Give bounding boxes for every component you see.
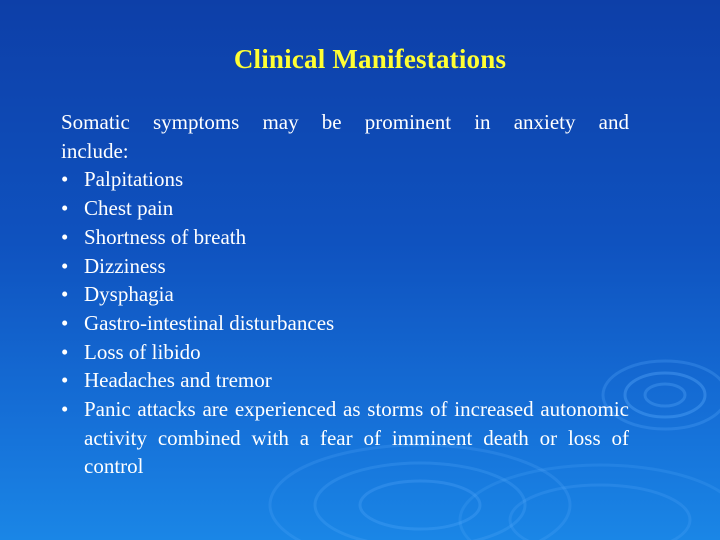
bullet-icon: • bbox=[61, 167, 69, 192]
list-item-text: Loss of libido bbox=[84, 339, 201, 364]
bullet-icon: • bbox=[61, 224, 69, 249]
list-item bbox=[61, 309, 629, 338]
bullet-icon: • bbox=[61, 397, 69, 422]
bullet-icon: • bbox=[61, 368, 69, 393]
list-item bbox=[61, 194, 629, 223]
list-item bbox=[61, 280, 629, 309]
intro-line-2: include: bbox=[61, 138, 129, 163]
symptom-list bbox=[61, 165, 629, 481]
list-item-text: Panic attacks are experienced as storms of increased autonomic activity combined with a fear of imminent death or loss of control bbox=[84, 397, 629, 479]
intro-line-1: Somatic symptoms may be prominent in anxiety and bbox=[61, 110, 629, 134]
list-item-text: Palpitations bbox=[84, 167, 184, 192]
intro-paragraph bbox=[61, 108, 629, 165]
list-item-text: Gastro-intestinal disturbances bbox=[84, 310, 335, 335]
list-item bbox=[61, 395, 629, 481]
list-item bbox=[61, 252, 629, 281]
list-item-text: Headaches and tremor bbox=[84, 368, 272, 393]
bullet-icon: • bbox=[61, 310, 69, 335]
bullet-icon: • bbox=[61, 339, 69, 364]
bullet-icon: • bbox=[61, 282, 69, 307]
slide-title: Clinical Manifestations bbox=[233, 44, 507, 74]
list-item-text: Dizziness bbox=[84, 253, 166, 278]
bullet-icon: • bbox=[61, 196, 69, 221]
list-item bbox=[61, 165, 629, 194]
list-item-text: Dysphagia bbox=[84, 282, 174, 307]
list-item bbox=[61, 338, 629, 367]
list-item-text: Shortness of breath bbox=[84, 224, 247, 249]
bullet-icon: • bbox=[61, 253, 69, 278]
list-item-text: Chest pain bbox=[84, 196, 174, 221]
slide-body bbox=[61, 108, 629, 481]
list-item bbox=[61, 366, 629, 395]
list-item bbox=[61, 223, 629, 252]
